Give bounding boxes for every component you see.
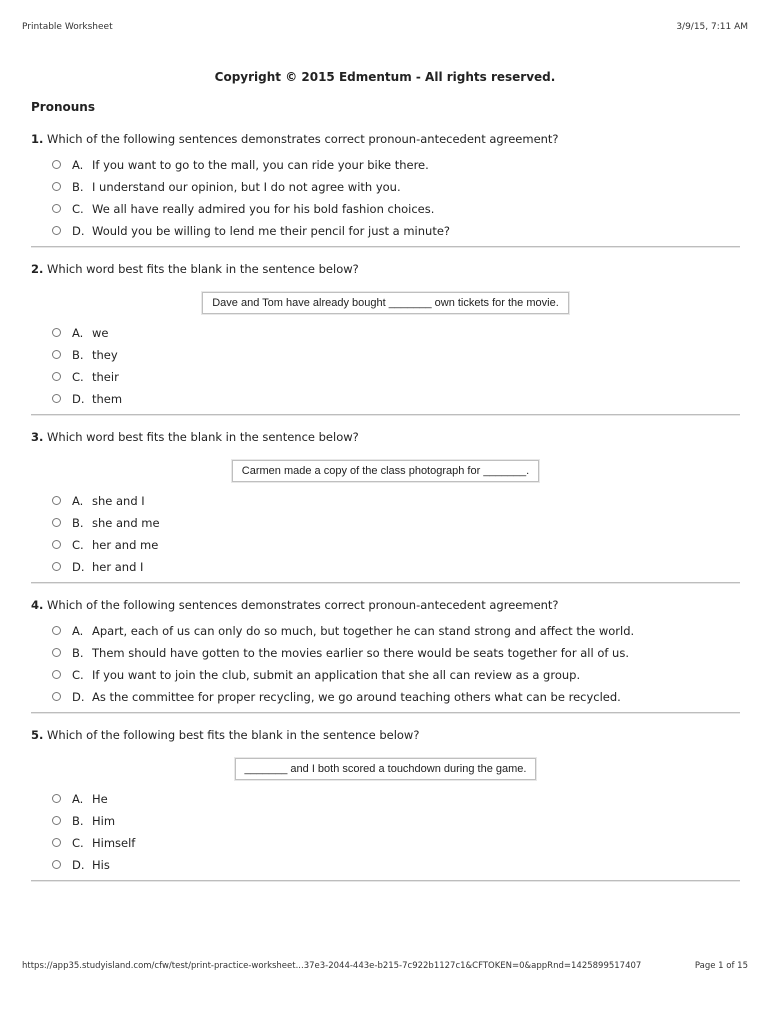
question-5 [31,726,740,882]
option-text: If you want to join the club, submit an application that she all can review as a group. [92,668,581,682]
question-prompt [31,130,740,148]
option-text: We all have really admired you for his bold fashion choices. [92,202,435,216]
question-text: Which word best fits the blank in the sentence below? [47,430,359,444]
option-text: them [92,392,123,406]
option-text: she and I [92,494,145,508]
question-divider [31,582,740,584]
option-text: her and me [92,538,159,552]
sentence-box: Carmen made a copy of the class photograph for _______. [232,460,539,482]
option-text: Himself [92,836,136,850]
option-text: her and I [92,560,144,574]
option-letter: C. [72,370,84,384]
answer-option[interactable] [31,198,740,220]
answer-options [31,490,740,578]
answer-option[interactable] [31,810,740,832]
answer-option[interactable] [31,490,740,512]
question-divider [31,246,740,248]
option-letter: B. [72,516,84,530]
answer-option[interactable] [31,664,740,686]
answer-option[interactable] [31,556,740,578]
radio-button[interactable] [52,226,61,235]
question-divider [31,414,740,416]
option-letter: A. [72,624,84,638]
answer-option[interactable] [31,620,740,642]
section-title: Pronouns [31,100,95,114]
answer-option[interactable] [31,366,740,388]
question-3 [31,428,740,584]
radio-button[interactable] [52,182,61,191]
option-text: Them should have gotten to the movies earlier so there would be seats together for all of us. [92,646,629,660]
option-letter: B. [72,180,84,194]
option-letter: D. [72,858,85,872]
radio-button[interactable] [52,648,61,657]
option-text: they [92,348,118,362]
question-4 [31,596,740,714]
option-letter: A. [72,158,84,172]
answer-options [31,154,740,242]
answer-option[interactable] [31,534,740,556]
option-text: If you want to go to the mall, you can ride your bike there. [92,158,429,172]
option-letter: B. [72,646,84,660]
question-prompt [31,596,740,614]
option-letter: A. [72,792,84,806]
option-letter: D. [72,224,85,238]
radio-button[interactable] [52,562,61,571]
question-divider [31,880,740,882]
radio-button[interactable] [52,372,61,381]
radio-button[interactable] [52,626,61,635]
answer-option[interactable] [31,686,740,708]
radio-button[interactable] [52,860,61,869]
radio-button[interactable] [52,670,61,679]
option-text: As the committee for proper recycling, we go around teaching others what can be recycled. [92,690,621,704]
header-title: Printable Worksheet [22,22,113,32]
option-text: Him [92,814,116,828]
answer-option[interactable] [31,154,740,176]
question-number: 3. [31,430,44,444]
answer-options [31,620,740,708]
option-letter: D. [72,690,85,704]
question-text: Which word best fits the blank in the sentence below? [47,262,359,276]
option-letter: C. [72,202,84,216]
question-list [31,130,740,894]
answer-option[interactable] [31,642,740,664]
option-letter: A. [72,326,84,340]
option-text: He [92,792,108,806]
question-prompt [31,726,740,744]
question-number: 4. [31,598,44,612]
answer-option[interactable] [31,832,740,854]
copyright-notice: Copyright © 2015 Edmentum - All rights reserved. [214,70,556,84]
sentence-box: _______ and I both scored a touchdown during the game. [235,758,537,780]
radio-button[interactable] [52,838,61,847]
radio-button[interactable] [52,204,61,213]
radio-button[interactable] [52,496,61,505]
answer-option[interactable] [31,388,740,410]
option-text: she and me [92,516,160,530]
option-text: I understand our opinion, but I do not agree with you. [92,180,401,194]
option-letter: D. [72,560,85,574]
question-text: Which of the following best fits the blank in the sentence below? [47,728,420,742]
answer-option[interactable] [31,854,740,876]
answer-option[interactable] [31,176,740,198]
option-letter: C. [72,836,84,850]
question-divider [31,712,740,714]
option-letter: C. [72,668,84,682]
question-prompt [31,260,740,278]
answer-options [31,322,740,410]
question-2 [31,260,740,416]
header-datetime: 3/9/15, 7:11 AM [676,22,748,32]
question-number: 2. [31,262,44,276]
option-letter: C. [72,538,84,552]
option-text: we [92,326,109,340]
question-number: 5. [31,728,44,742]
radio-button[interactable] [52,394,61,403]
option-letter: D. [72,392,85,406]
sentence-box: Dave and Tom have already bought _______ own tickets for the movie. [202,292,569,314]
radio-button[interactable] [52,692,61,701]
question-1 [31,130,740,248]
radio-button[interactable] [52,518,61,527]
footer-page-number: Page 1 of 15 [694,961,748,971]
answer-option[interactable] [31,512,740,534]
question-number: 1. [31,132,44,146]
radio-button[interactable] [52,816,61,825]
option-text: Would you be willing to lend me their pencil for just a minute? [92,224,451,238]
answer-option[interactable] [31,788,740,810]
radio-button[interactable] [52,794,61,803]
question-prompt [31,428,740,446]
option-letter: B. [72,348,84,362]
answer-option[interactable] [31,344,740,366]
question-text: Which of the following sentences demonstrates correct pronoun-antecedent agreement? [47,132,559,146]
option-text: His [92,858,110,872]
answer-option[interactable] [31,220,740,242]
radio-button[interactable] [52,328,61,337]
question-text: Which of the following sentences demonstrates correct pronoun-antecedent agreement? [47,598,559,612]
option-letter: B. [72,814,84,828]
footer-url: https://app35.studyisland.com/cfw/test/print-practice-worksheet...37e3-2044-443e-b215-7c922b1127c1&CFTOKEN=0&appRnd=1425899517407 [22,961,642,971]
radio-button[interactable] [52,160,61,169]
option-text: their [92,370,119,384]
answer-options [31,788,740,876]
radio-button[interactable] [52,350,61,359]
radio-button[interactable] [52,540,61,549]
answer-option[interactable] [31,322,740,344]
option-letter: A. [72,494,84,508]
option-text: Apart, each of us can only do so much, but together he can stand strong and affect the world. [92,624,635,638]
